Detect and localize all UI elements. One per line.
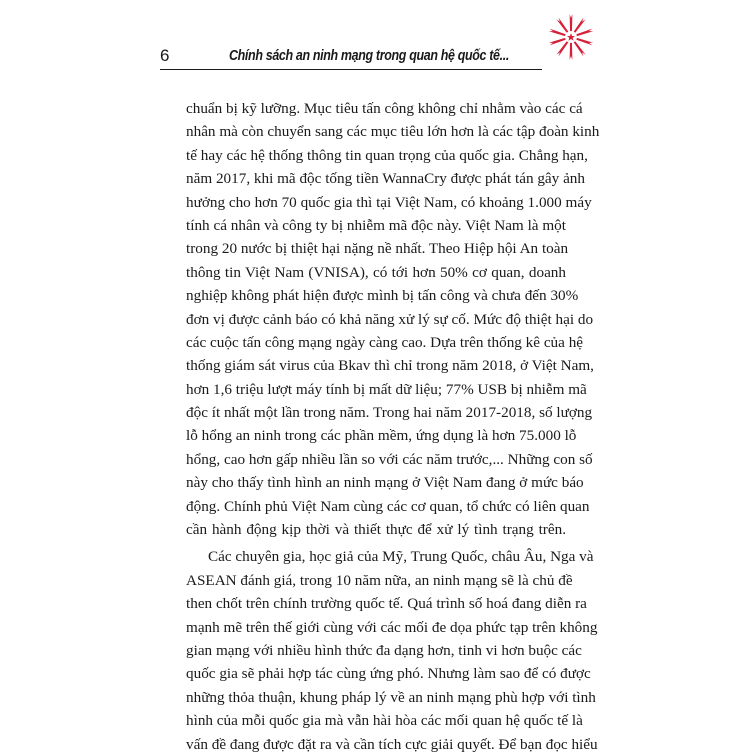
text-line: then chốt trên chính trường quốc tế. Quá trình số hoá đang diễn ra — [186, 595, 587, 613]
text-line: nhân mà còn chuyển sang các mục tiêu lớn hơn là các tập đoàn kinh — [186, 123, 600, 141]
text-line: Các chuyên gia, học giả của Mỹ, Trung Quốc, châu Âu, Nga và — [208, 548, 594, 566]
text-line: này cho thấy tình hình an ninh mạng ở Việt Nam đang ở mức báo — [186, 474, 584, 492]
text-line: thông tin Việt Nam (VNISA), có tới hơn 50% cơ quan, doanh — [186, 263, 566, 281]
text-line: cần hành động kịp thời và thiết thực để xử lý tình trạng trên. — [186, 521, 566, 539]
text-line: nghiệp không phát hiện được mình bị tấn công và chưa đến 30% — [186, 287, 579, 305]
header-rule — [160, 69, 542, 70]
text-line: thống giám sát virus của Bkav thì chỉ trong năm 2018, ở Việt Nam, — [186, 357, 594, 375]
text-line: chuẩn bị kỹ lưỡng. Mục tiêu tấn công không chỉ nhằm vào các cá — [186, 100, 583, 117]
text-line: ASEAN đánh giá, trong 10 năm nữa, an ninh mạng sẽ là chủ đề — [186, 571, 573, 589]
text-line: hưởng cho hơn 70 quốc gia thì tại Việt Nam, có khoảng 1.000 máy — [186, 193, 592, 211]
text-line: gian mạng với nhiều hình thức đa dạng hơn, tinh vi hơn buộc các — [186, 641, 582, 659]
paragraph-1 — [186, 97, 600, 541]
text-line: lỗ hổng an ninh trong các phần mềm, ứng dụng là hơn 75.000 lỗ — [186, 427, 577, 445]
text-line: tế hay các hệ thống thông tin quan trọng của quốc gia. Chẳng hạn, — [186, 146, 588, 164]
body-text — [186, 97, 600, 756]
text-line: mạnh mẽ trên thế giới cùng với các mối đe dọa phức tạp trên không — [186, 618, 598, 636]
paragraph-2 — [186, 545, 598, 756]
page-number: 6 — [160, 46, 170, 65]
running-title: Chính sách an ninh mạng trong quan hệ quốc tế... — [229, 48, 510, 64]
text-line: những thỏa thuận, khung pháp lý về an ninh mạng phù hợp với tình — [186, 688, 596, 706]
page-header — [160, 44, 540, 70]
text-line: hình của mỗi quốc gia mà vẫn hài hòa các mối quan hệ quốc tế là — [186, 712, 583, 730]
text-line: hổng, cao hơn gấp nhiều lần so với các năm trước,... Những con số — [186, 450, 593, 468]
text-line: năm 2017, khi mã độc tống tiền WannaCry được phát tán gây ảnh — [186, 170, 585, 188]
text-line: đơn vị được cảnh báo có khả năng xử lý sự cố. Mức độ thiệt hại do — [186, 310, 594, 328]
text-line: độc ít nhất một lần trong năm. Trong hai năm 2017-2018, số lượng — [186, 404, 593, 422]
text-line: động. Chính phủ Việt Nam cùng các cơ quan, tổ chức có liên quan — [186, 497, 590, 515]
text-line: các cuộc tấn công mạng ngày càng cao. Dựa trên thống kê của hệ — [186, 333, 584, 351]
text-line: trong 20 nước bị thiệt hại nặng nề nhất. Theo Hiệp hội An toàn — [186, 240, 569, 258]
text-line: quốc gia sẽ phải hợp tác cùng ứng phó. Nhưng làm sao để có được — [186, 665, 591, 683]
text-line: tính cá nhân và công ty bị nhiễm mã độc này. Việt Nam là một — [186, 216, 566, 234]
text-line: hơn 1,6 triệu lượt máy tính bị mất dữ liệu; 77% USB bị nhiễm mã — [186, 380, 587, 398]
text-line: vấn đề đang được đặt ra và cần tích cực giải quyết. Để bạn đọc hiểu — [186, 735, 598, 753]
red-star-burst-icon — [546, 12, 596, 62]
